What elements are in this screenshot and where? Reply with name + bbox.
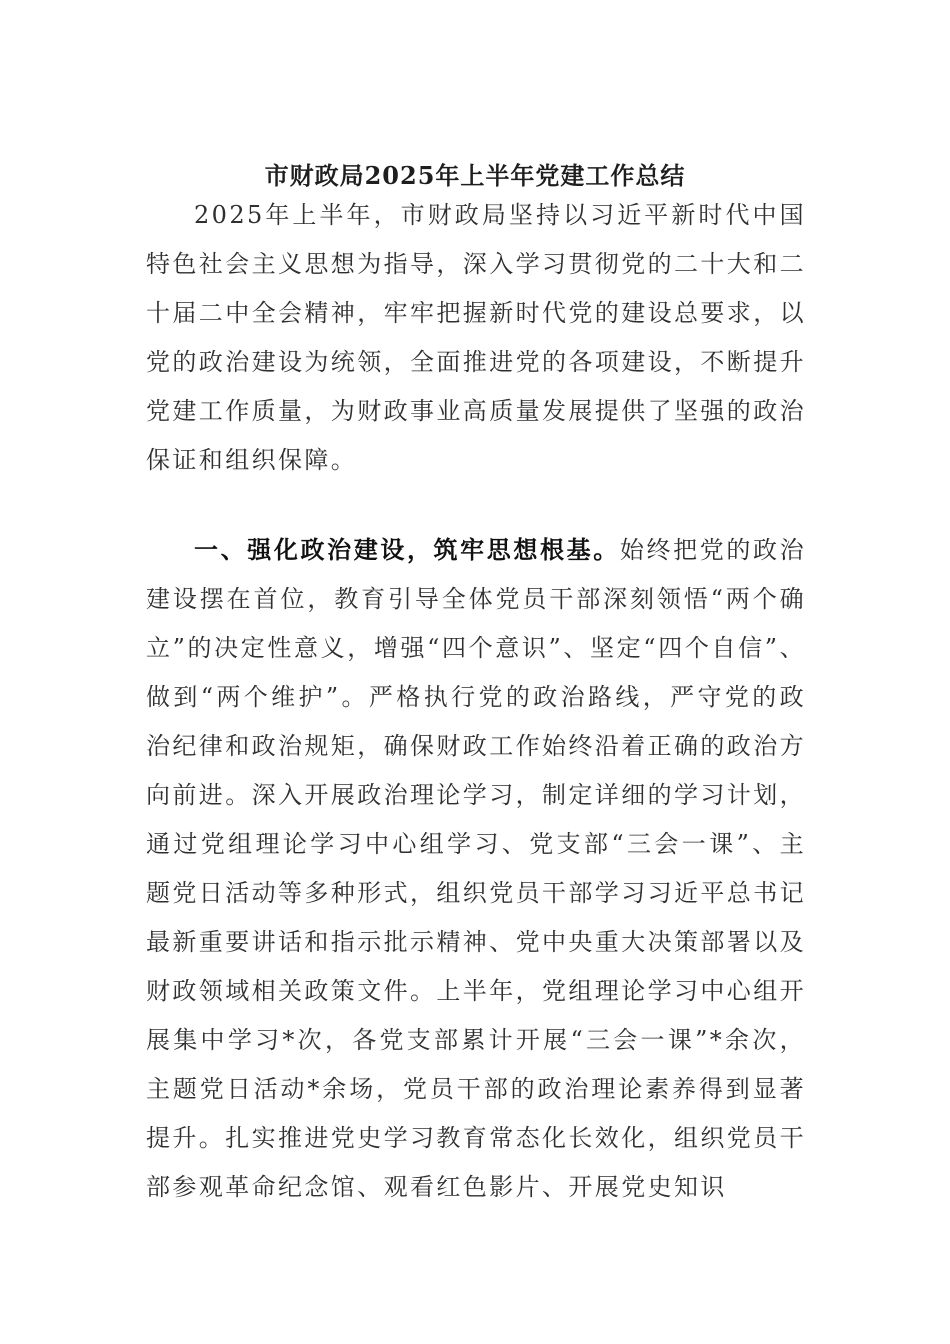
document-title: 市财政局2025年上半年党建工作总结 [264, 161, 686, 190]
section-one-heading: 一、强化政治建设，筑牢思想根基。 [194, 535, 620, 564]
intro-paragraph-text: 2025年上半年，市财政局坚持以习近平新时代中国特色社会主义思想为指导，深入学习贯彻党的二十大和二十届二中全会精神，牢牢把握新时代党的建设总要求，以党的政治建设为统领，全面推进党的各项建设，不断提升党建工作质量，为财政事业高质量发展提供了坚强的政治保证和组织保障。 [146, 201, 806, 474]
section-one-text: 始终把党的政治建设摆在首位，教育引导全体党员干部深刻领悟“两个确立”的决定性意义，增强“四个意识”、坚定“四个自信”、做到“两个维护”。严格执行党的政治路线，严守党的政治纪律和政治规矩，确保财政工作始终沿着正确的政治方向前进。深入开展政治理论学习，制定详细的学习计划，通过党组理论学习中心组学习、党支部“三会一课”、主题党日活动等多种形式，组织党员干部学习习近平总书记最新重要讲话和指示批示精神、党中央重大决策部署以及财政领域相关政策文件。上半年，党组理论学习中心组开展集中学习*次，各党支部累计开展“三会一课”*余次，主题党日活动*余场，党员干部的政治理论素养得到显著提升。扎实推进党史学习教育常态化长效化，组织党员干部参观革命纪念馆、观看红色影片、开展党史知识 [146, 536, 806, 1201]
intro-paragraph [146, 191, 806, 485]
section-one-paragraph [146, 525, 806, 1212]
